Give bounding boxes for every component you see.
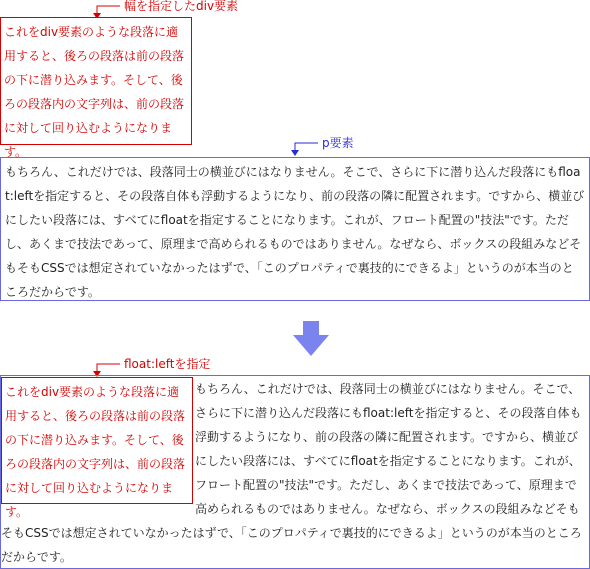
label-width-div: 幅を指定したdiv要素 xyxy=(124,0,239,13)
p-paragraph-bottom-text: もちろん、これだけでは、段落同士の横並びにはなりません。そこで、さらに下に潜り込んだ段落にもfloat:leftを指定すると、その段落自体も浮動するようになり、前の段落の隣に配置されます。ですから、横並びにしたい段落には、すべてにfloatを指定することになります。これが、フロート配置の"技法"です。ただし、あくまで技法であって、原理まで高められるものではありません。なぜなら、ボックスの段組みなどそもそもCSSでは想定されていなかったはずで、「このプロパティで裏技的にできるよ」というのが本当のところだからです。 xyxy=(1,382,582,564)
div-paragraph-floated: これをdiv要素のような段落に適用すると、後ろの段落は前の段落の下に潜り込みます。そして、後ろの段落内の文字列は、前の段落に対して回り込むようになります。 xyxy=(1,377,193,504)
blue-arrowhead xyxy=(291,150,299,156)
p-paragraph-top: もちろん、これだけでは、段落同士の横並びにはなりません。そこで、さらに下に潜り込んだ段落にもfloat:leftを指定すると、その段落自体も浮動するようになり、前の段落の隣に配置されます。ですから、横並びにしたい段落には、すべてにfloatを指定することになります。これが、フロート配置の"技法"です。ただし、あくまで技法であって、原理まで高められるものではありません。なぜなら、ボックスの段組みなどそもそもCSSでは想定されていなかったはずで、「このプロパティで裏技的にできるよ」というのが本当のところだからです。 xyxy=(0,157,590,301)
p-paragraph-bottom xyxy=(0,375,590,569)
down-arrow-icon xyxy=(293,321,329,356)
label-p-element: p要素 xyxy=(322,136,354,150)
label-float-left: float:leftを指定 xyxy=(124,357,211,371)
div-paragraph-top: これをdiv要素のような段落に適用すると、後ろの段落は前の段落の下に潜り込みます。そして、後ろの段落内の文字列は、前の段落に対して回り込むようになります。 xyxy=(0,17,192,145)
